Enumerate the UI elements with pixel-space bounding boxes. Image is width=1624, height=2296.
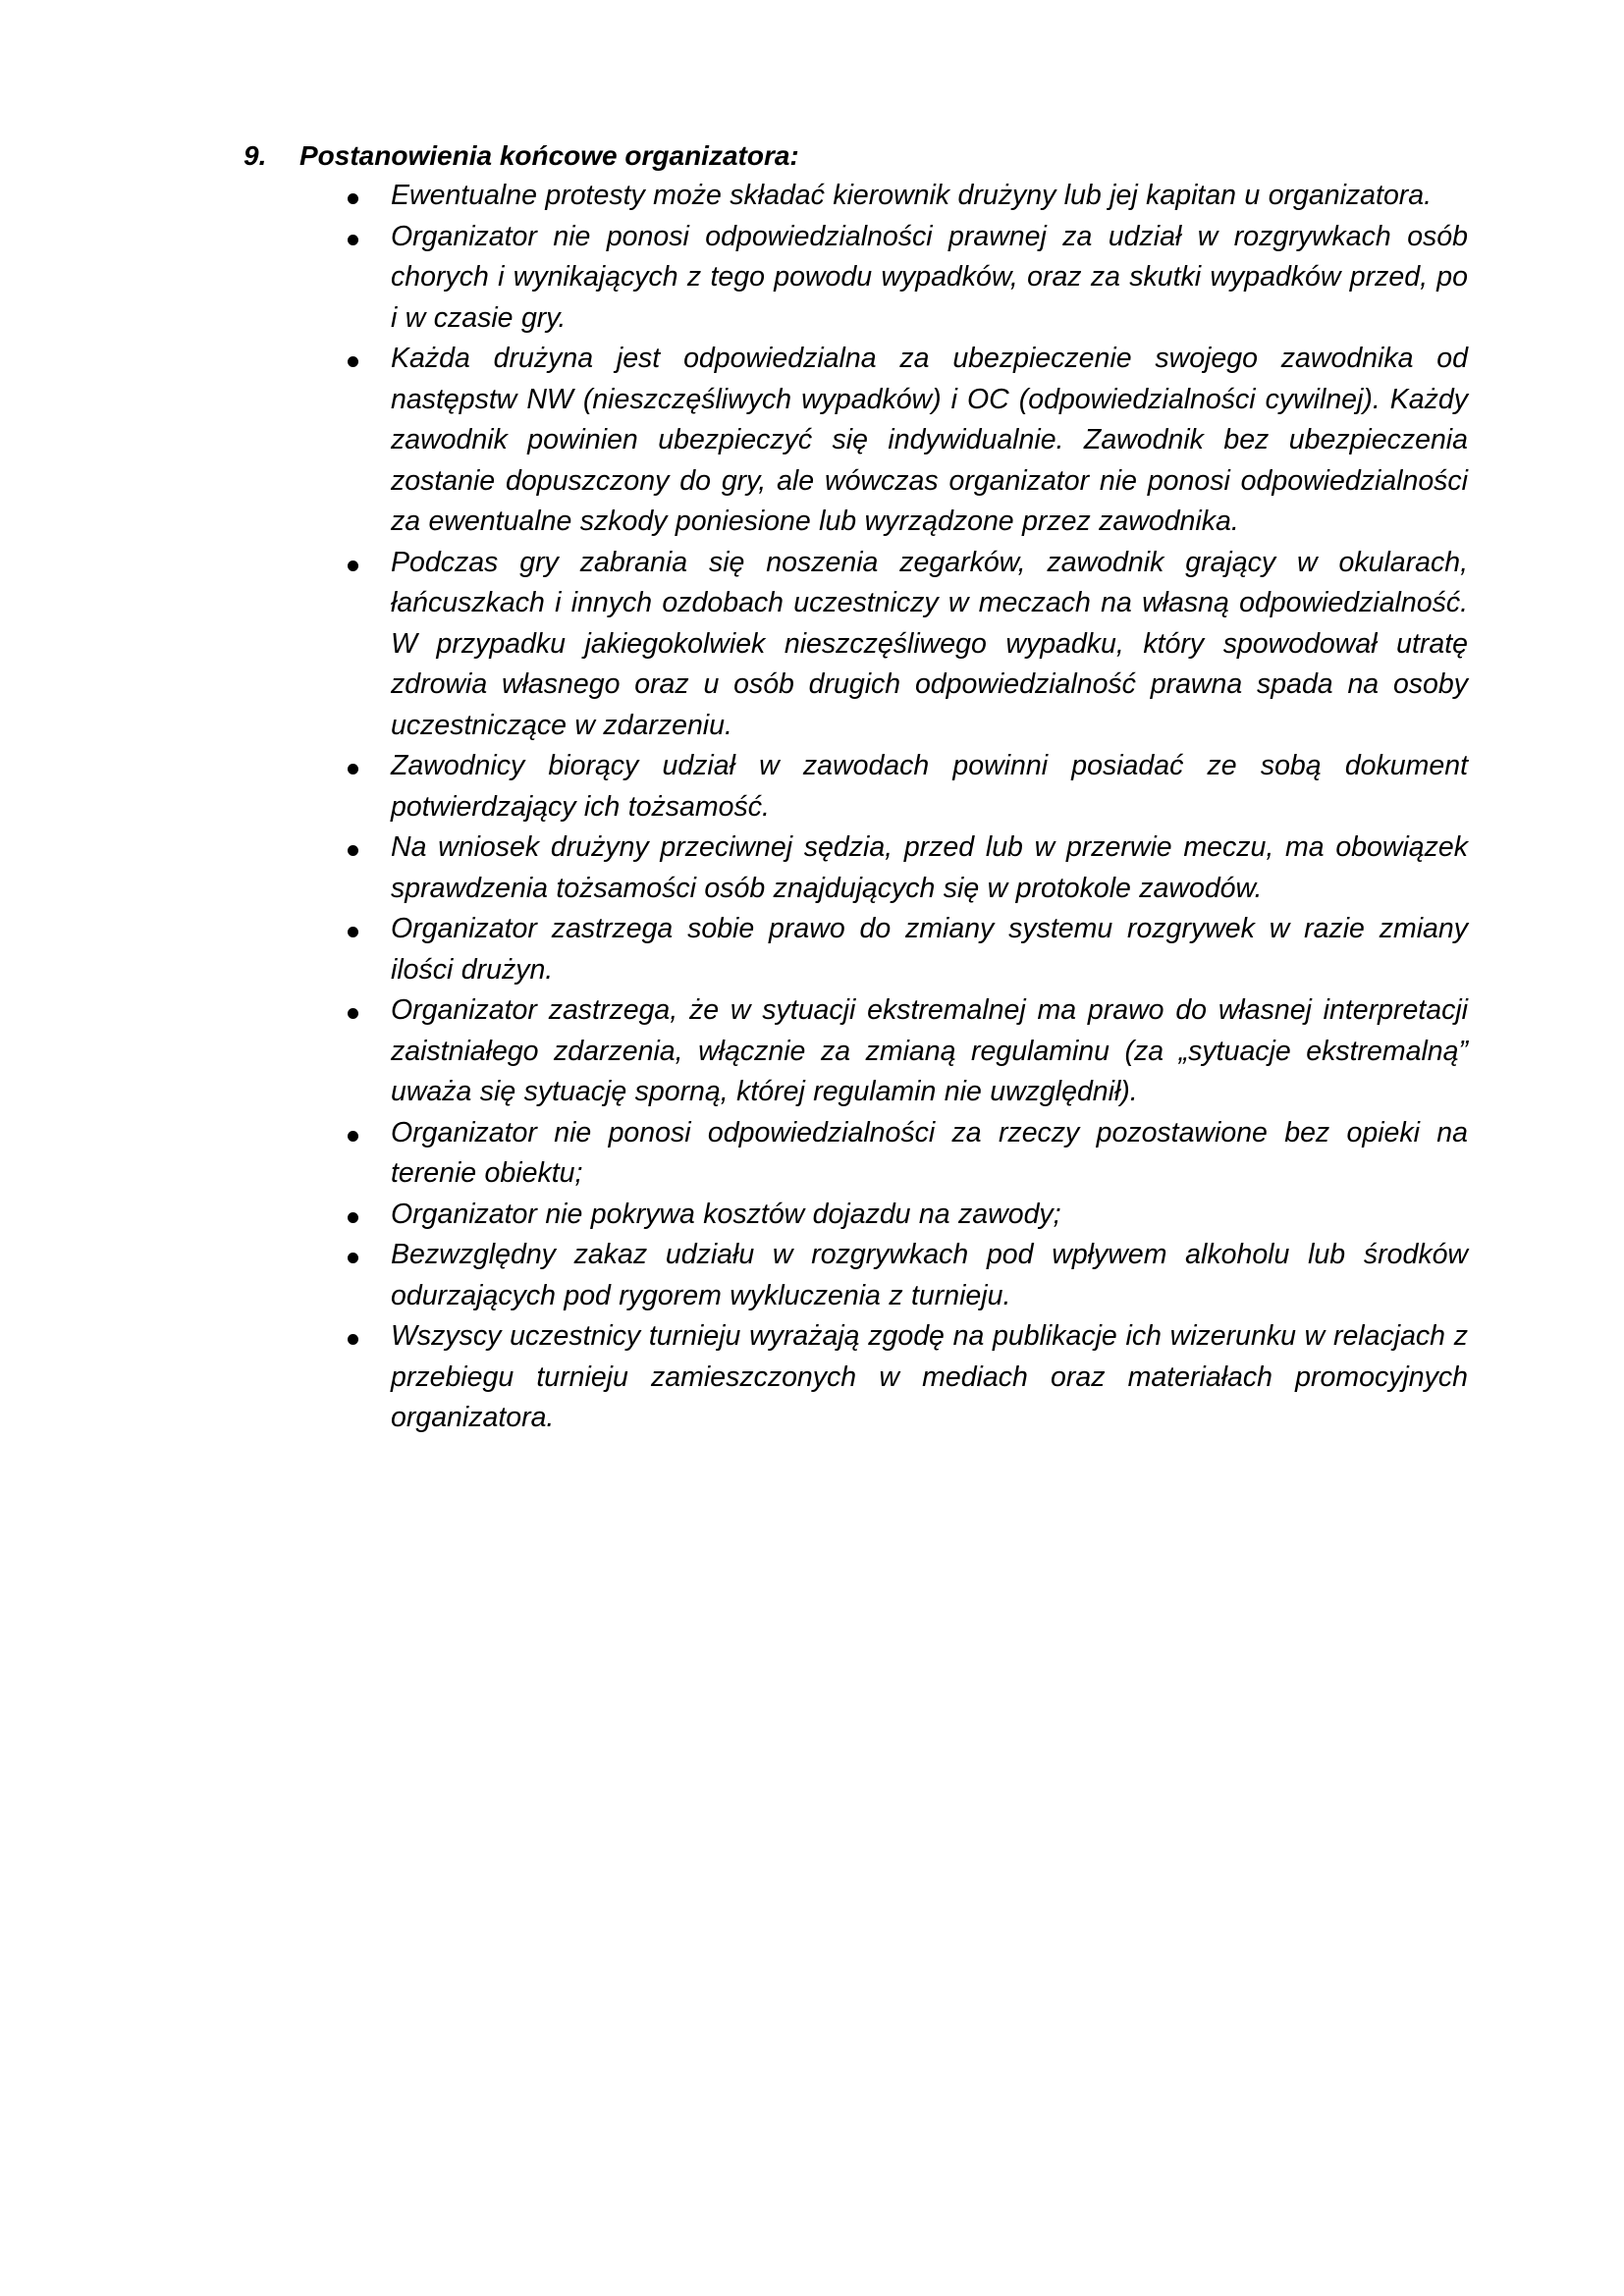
bullet-icon [348, 561, 358, 571]
list-item [244, 217, 1468, 340]
bullet-icon [348, 193, 358, 204]
provisions-list [244, 176, 1468, 1439]
list-item-text: Organizator zastrzega, że w sytuacji ekstremalnej ma prawo do własnej interpretacji zaistniałego zdarzenia, włącznie za zmianą regulaminu (za „sytuacje ekstremalną” uważa się sytuację sporną, której regulamin nie uwzględnił). [391, 994, 1468, 1107]
list-item-text: Wszyscy uczestnicy turnieju wyrażają zgodę na publikacje ich wizerunku w relacjach z przebiegu turnieju zamieszczonych w mediach oraz materiałach promocyjnych organizatora. [391, 1320, 1468, 1433]
section-number: 9. [244, 140, 267, 171]
list-item [244, 828, 1468, 909]
list-item [244, 176, 1468, 217]
bullet-icon [348, 1008, 358, 1019]
bullet-icon [348, 764, 358, 774]
bullet-icon [348, 845, 358, 856]
list-item-text: Zawodnicy biorący udział w zawodach powinni posiadać ze sobą dokument potwierdzający ich tożsamość. [391, 750, 1468, 823]
bullet-icon [348, 1212, 358, 1223]
bullet-icon [348, 235, 358, 245]
list-item [244, 339, 1468, 543]
section-title: Postanowienia końcowe organizatora: [299, 140, 799, 171]
list-item [244, 1235, 1468, 1316]
list-item [244, 1113, 1468, 1195]
bullet-icon [348, 927, 358, 937]
section-heading [244, 135, 1468, 176]
list-item [244, 543, 1468, 747]
bullet-icon [348, 1131, 358, 1142]
list-item-text: Ewentualne protesty może składać kierownik drużyny lub jej kapitan u organizatora. [391, 180, 1433, 211]
list-item-text: Organizator nie ponosi odpowiedzialności za rzeczy pozostawione bez opieki na terenie obiektu; [391, 1116, 1468, 1189]
bullet-icon [348, 356, 358, 367]
list-item [244, 1195, 1468, 1236]
list-item-text: Bezwzględny zakaz udziału w rozgrywkach pod wpływem alkoholu lub środków odurzających pod rygorem wykluczenia z turnieju. [391, 1239, 1468, 1311]
list-item [244, 1316, 1468, 1439]
list-item-text: Organizator nie ponosi odpowiedzialności prawnej za udział w rozgrywkach osób chorych i wynikających z tego powodu wypadków, oraz za skutki wypadków przed, po i w czasie gry. [391, 220, 1468, 334]
final-provisions-section [244, 135, 1468, 1433]
list-item [244, 990, 1468, 1113]
list-item-text: Na wniosek drużyny przeciwnej sędzia, przed lub w przerwie meczu, ma obowiązek sprawdzenia tożsamości osób znajdujących się w protokole zawodów. [391, 831, 1468, 904]
list-item [244, 909, 1468, 990]
list-item-text: Podczas gry zabrania się noszenia zegarków, zawodnik grający w okularach, łańcuszkach i innych ozdobach uczestniczy w meczach na własną odpowiedzialność. W przypadku jakiegokolwiek nieszczęśliwego wypadku, który spowodował utratę zdrowia własnego oraz u osób drugich odpowiedzialność prawna spada na osoby uczestniczące w zdarzeniu. [391, 546, 1468, 741]
bullet-icon [348, 1334, 358, 1345]
list-item-text: Każda drużyna jest odpowiedzialna za ubezpieczenie swojego zawodnika od następstw NW (nieszczęśliwych wypadków) i OC (odpowiedzialności cywilnej). Każdy zawodnik powinien ubezpieczyć się indywidualnie. Zawodnik bez ubezpieczenia zostanie dopuszczony do gry, ale wówczas organizator nie ponosi odpowiedzialności za ewentualne szkody poniesione lub wyrządzone przez zawodnika. [391, 343, 1468, 537]
list-item [244, 746, 1468, 828]
bullet-icon [348, 1253, 358, 1263]
list-item-text: Organizator nie pokrywa kosztów dojazdu na zawody; [391, 1198, 1061, 1230]
list-item-text: Organizator zastrzega sobie prawo do zmiany systemu rozgrywek w razie zmiany ilości drużyn. [391, 913, 1468, 986]
